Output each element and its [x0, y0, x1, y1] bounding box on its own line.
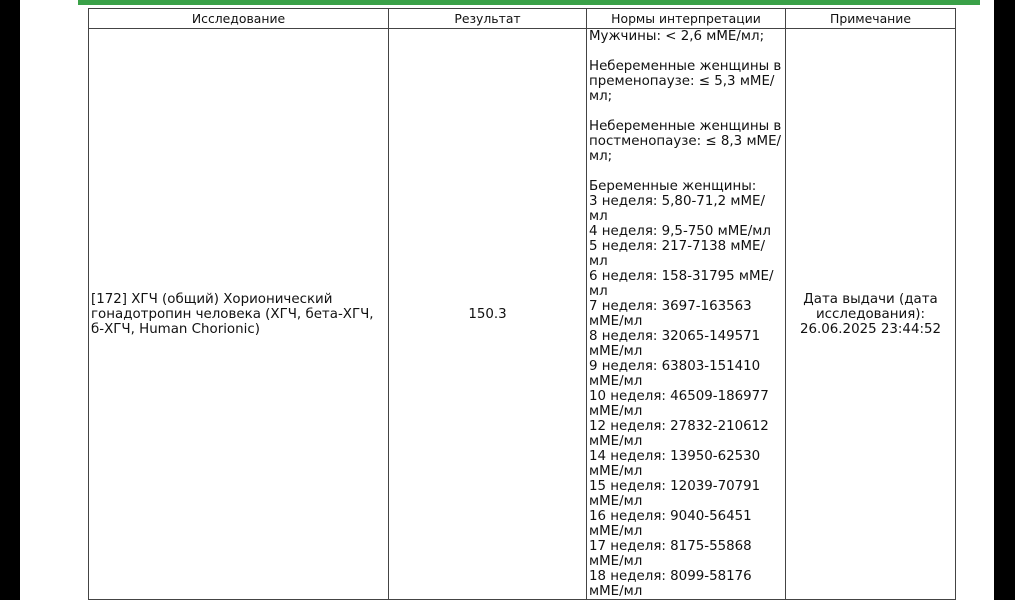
norm-men: Мужчины: < 2,6 мМЕ/мл; — [589, 29, 765, 44]
norm-week: 6 неделя: 158-31795 мМЕ/мл — [589, 269, 774, 299]
note-issue-date: Дата выдачи (дата исследования): 26.06.2025 23:44:52 — [786, 29, 956, 600]
norm-week: 8 неделя: 32065-149571 мМЕ/мл — [589, 329, 761, 359]
header-note: Примечание — [786, 9, 956, 29]
norm-pregnant-header: Беременные женщины: — [589, 179, 757, 194]
result-value: 150.3 — [389, 29, 587, 600]
table-row — [89, 29, 956, 600]
norm-postmenopause: Небеременные женщины в постменопаузе: ≤ 8,3 мМЕ/мл; — [589, 119, 782, 164]
norm-week: 4 неделя: 9,5-750 мМЕ/мл — [589, 224, 771, 239]
header-research: Исследование — [89, 9, 389, 29]
table-header-row — [89, 9, 956, 29]
norm-week: 10 неделя: 46509-186977 мМЕ/мл — [589, 389, 769, 419]
norm-week: 15 неделя: 12039-70791 мМЕ/мл — [589, 479, 761, 509]
norm-week: 18 неделя: 8099-58176 мМЕ/мл — [589, 569, 752, 599]
norm-week: 17 неделя: 8175-55868 мМЕ/мл — [589, 539, 752, 569]
norm-week: 3 неделя: 5,80-71,2 мМЕ/мл — [589, 194, 765, 224]
header-result: Результат — [389, 9, 587, 29]
norm-week: 14 неделя: 13950-62530 мМЕ/мл — [589, 449, 761, 479]
norm-weeks-list — [589, 194, 783, 599]
results-table — [88, 8, 956, 600]
norm-week: 7 неделя: 3697-163563 мМЕ/мл — [589, 299, 752, 329]
norm-premenopause: Небеременные женщины в пременопаузе: ≤ 5,3 мМЕ/мл; — [589, 59, 782, 104]
header-accent-bar — [78, 0, 980, 5]
document-page — [20, 0, 994, 600]
norm-week: 12 неделя: 27832-210612 мМЕ/мл — [589, 419, 769, 449]
header-norms: Нормы интерпретации — [587, 9, 786, 29]
research-name: [172] ХГЧ (общий) Хорионический гонадотропин человека (ХГЧ, бета-ХГЧ, б-ХГЧ, Human Chorionic) — [89, 29, 389, 600]
norm-week: 5 неделя: 217-7138 мМЕ/мл — [589, 239, 766, 269]
norm-week: 16 неделя: 9040-56451 мМЕ/мл — [589, 509, 752, 539]
norms-cell — [587, 29, 786, 600]
norm-week: 9 неделя: 63803-151410 мМЕ/мл — [589, 359, 761, 389]
